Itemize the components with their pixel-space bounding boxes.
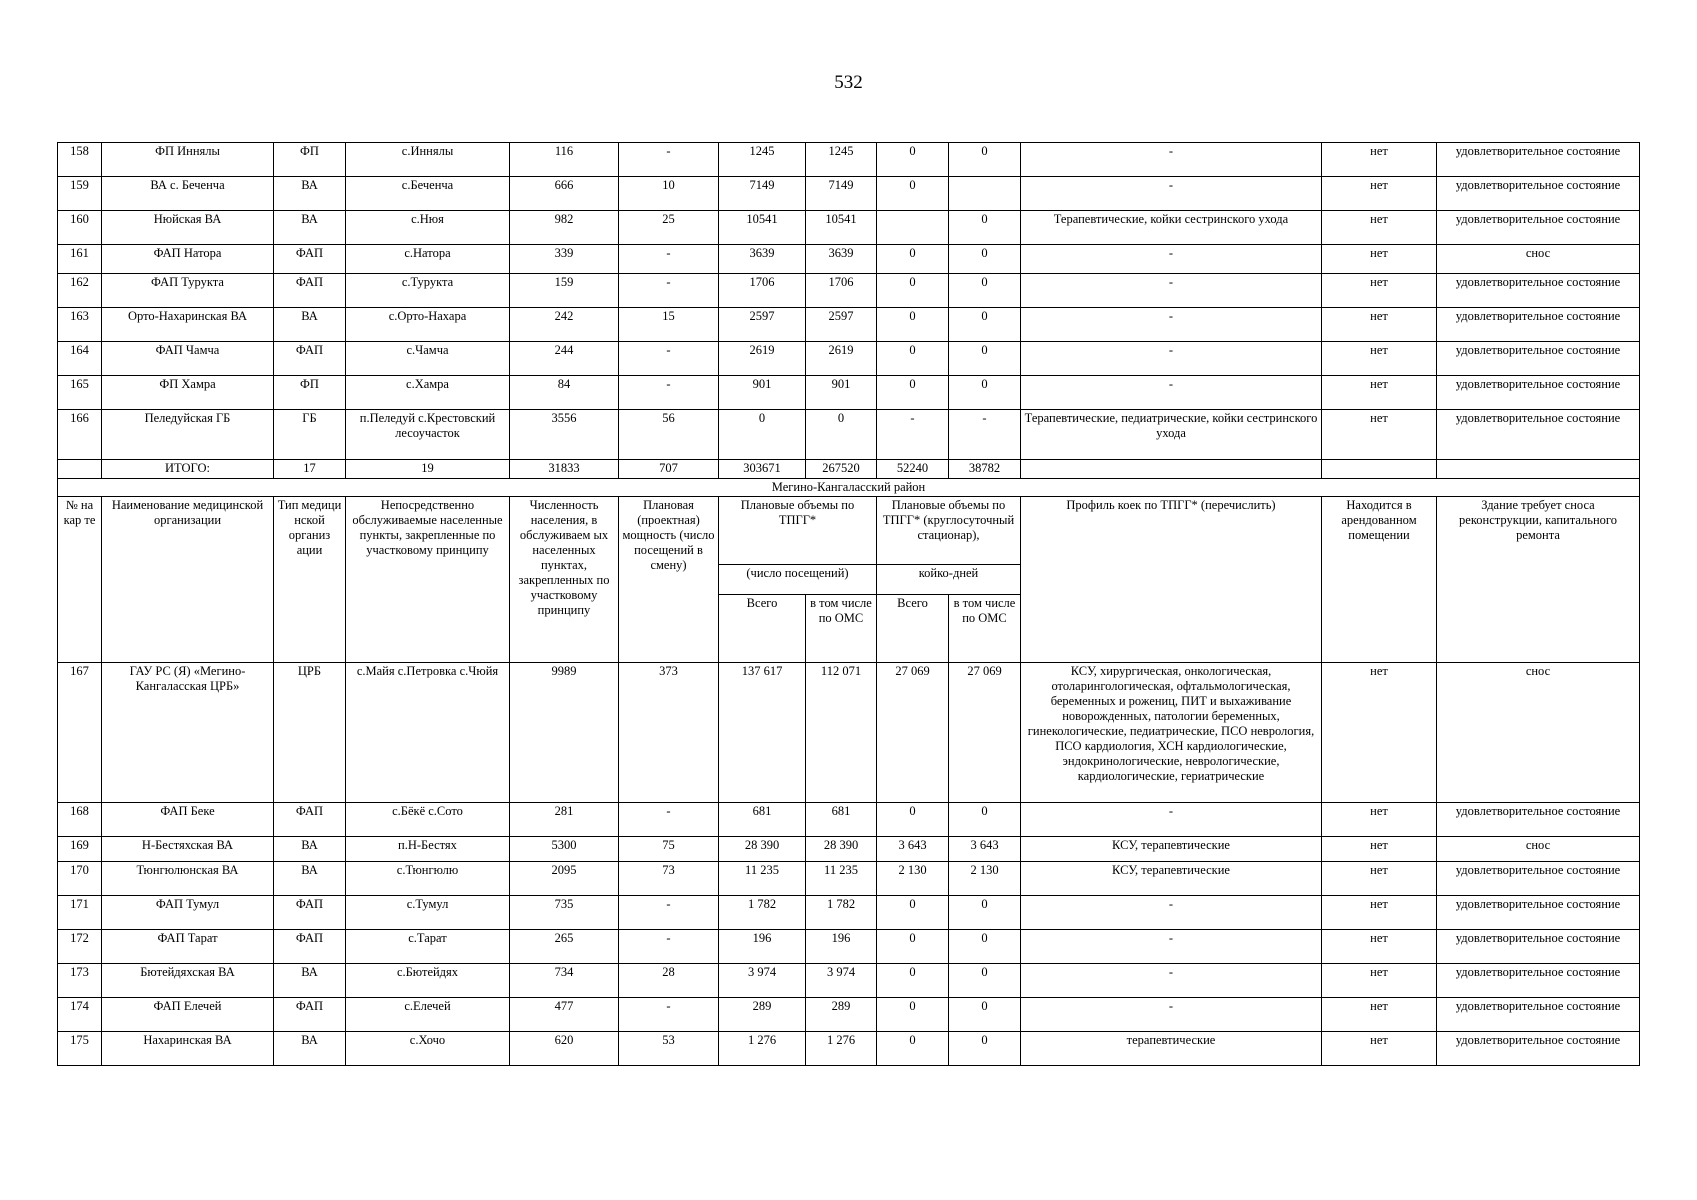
cell-beds-total: 0	[877, 803, 949, 837]
cell-population: 734	[510, 964, 619, 998]
cell-points: п.Пеледуй с.Крестовский лесоучасток	[346, 410, 510, 460]
cell-population: 2095	[510, 862, 619, 896]
cell-visits-total: 3 974	[719, 964, 806, 998]
cell-beds-oms: 0	[949, 143, 1021, 177]
cell-name: ФАП Тумул	[102, 896, 274, 930]
cell-visits-total: 2597	[719, 308, 806, 342]
cell-capacity: 53	[619, 1032, 719, 1066]
cell-name: Нюйская ВА	[102, 211, 274, 245]
cell-type: ЦРБ	[274, 663, 346, 803]
district-title: Мегино-Кангаласский район	[58, 479, 1640, 497]
cell-population: 281	[510, 803, 619, 837]
cell-visits-oms: 7149	[806, 177, 877, 211]
table-row	[58, 376, 1640, 410]
cell-profile: Терапевтические, педиатрические, койки сестринского ухода	[1021, 410, 1322, 460]
cell-visits-total: 901	[719, 376, 806, 410]
cell-name: ГАУ РС (Я) «Мегино-Кангаласская ЦРБ»	[102, 663, 274, 803]
cell-beds-total: 0	[877, 998, 949, 1032]
cell-building: удовлетворительное состояние	[1437, 964, 1640, 998]
cell-building: снос	[1437, 245, 1640, 274]
cell-num: 166	[58, 410, 102, 460]
cell-beds-total: -	[877, 410, 949, 460]
cell-type: ФАП	[274, 245, 346, 274]
cell-building: удовлетворительное состояние	[1437, 930, 1640, 964]
table-row	[58, 998, 1640, 1032]
cell-type: ФАП	[274, 274, 346, 308]
cell-capacity: -	[619, 245, 719, 274]
cell-name: ВА с. Беченча	[102, 177, 274, 211]
cell-rented: нет	[1322, 376, 1437, 410]
cell-visits-total: 137 617	[719, 663, 806, 803]
cell-points: с.Хочо	[346, 1032, 510, 1066]
table-row	[58, 410, 1640, 460]
cell-num: 165	[58, 376, 102, 410]
cell-points: с.Тарат	[346, 930, 510, 964]
header-population: Численность населения, в обслуживаем ых населенных пунктах, закрепленных по участковому принципу	[510, 497, 619, 663]
cell-points: п.Н-Бестях	[346, 837, 510, 862]
header-points: Непосредственно обслуживаемые населенные пункты, закрепленные по участковому принципу	[346, 497, 510, 663]
cell-building: удовлетворительное состояние	[1437, 803, 1640, 837]
table-row	[58, 803, 1640, 837]
cell-profile: -	[1021, 930, 1322, 964]
header-beds-oms: в том числе по ОМС	[949, 595, 1021, 663]
cell-beds-oms: 2 130	[949, 862, 1021, 896]
cell-points: с.Натора	[346, 245, 510, 274]
cell-capacity: -	[619, 376, 719, 410]
table-row	[58, 896, 1640, 930]
cell-rented: нет	[1322, 308, 1437, 342]
total-capacity: 707	[619, 460, 719, 479]
cell-capacity: 28	[619, 964, 719, 998]
cell-visits-total: 1706	[719, 274, 806, 308]
header-name: Наименование медицинской организации	[102, 497, 274, 663]
cell-profile: -	[1021, 143, 1322, 177]
cell-name: Пеледуйская ГБ	[102, 410, 274, 460]
total-rented	[1322, 460, 1437, 479]
page-number: 532	[834, 72, 863, 93]
cell-beds-total: 0	[877, 930, 949, 964]
header-num: № на кар те	[58, 497, 102, 663]
cell-beds-oms: 0	[949, 1032, 1021, 1066]
cell-num: 168	[58, 803, 102, 837]
cell-points: с.Иннялы	[346, 143, 510, 177]
cell-building: удовлетворительное состояние	[1437, 376, 1640, 410]
cell-building: снос	[1437, 663, 1640, 803]
cell-num: 160	[58, 211, 102, 245]
table-row	[58, 274, 1640, 308]
cell-points: с.Хамра	[346, 376, 510, 410]
cell-points: с.Нюя	[346, 211, 510, 245]
cell-building: удовлетворительное состояние	[1437, 410, 1640, 460]
cell-rented: нет	[1322, 663, 1437, 803]
cell-profile: -	[1021, 177, 1322, 211]
total-visits-total: 303671	[719, 460, 806, 479]
cell-rented: нет	[1322, 837, 1437, 862]
cell-capacity: -	[619, 342, 719, 376]
total-type: 17	[274, 460, 346, 479]
cell-profile: КСУ, терапевтические	[1021, 862, 1322, 896]
cell-capacity: 56	[619, 410, 719, 460]
cell-name: ФАП Турукта	[102, 274, 274, 308]
cell-type: ФП	[274, 143, 346, 177]
total-profile	[1021, 460, 1322, 479]
cell-beds-oms: 0	[949, 211, 1021, 245]
cell-rented: нет	[1322, 143, 1437, 177]
cell-visits-oms: 3 974	[806, 964, 877, 998]
cell-capacity: 15	[619, 308, 719, 342]
cell-profile: -	[1021, 342, 1322, 376]
cell-population: 244	[510, 342, 619, 376]
cell-profile: -	[1021, 803, 1322, 837]
cell-num: 173	[58, 964, 102, 998]
cell-profile: -	[1021, 998, 1322, 1032]
cell-type: ВА	[274, 177, 346, 211]
cell-capacity: 373	[619, 663, 719, 803]
cell-rented: нет	[1322, 177, 1437, 211]
total-beds-oms: 38782	[949, 460, 1021, 479]
cell-beds-oms	[949, 177, 1021, 211]
cell-visits-oms: 1 276	[806, 1032, 877, 1066]
cell-building: удовлетворительное состояние	[1437, 862, 1640, 896]
cell-visits-oms: 0	[806, 410, 877, 460]
cell-beds-total: 0	[877, 143, 949, 177]
cell-beds-oms: -	[949, 410, 1021, 460]
cell-population: 477	[510, 998, 619, 1032]
header-capacity: Плановая (проектная) мощность (число посещений в смену)	[619, 497, 719, 663]
cell-beds-total: 0	[877, 177, 949, 211]
cell-type: ФАП	[274, 803, 346, 837]
cell-population: 159	[510, 274, 619, 308]
cell-profile: -	[1021, 245, 1322, 274]
cell-beds-oms: 0	[949, 245, 1021, 274]
cell-beds-total: 0	[877, 1032, 949, 1066]
cell-name: Н-Бестяхская ВА	[102, 837, 274, 862]
cell-population: 84	[510, 376, 619, 410]
cell-population: 5300	[510, 837, 619, 862]
cell-beds-oms: 0	[949, 376, 1021, 410]
cell-profile: -	[1021, 308, 1322, 342]
cell-population: 116	[510, 143, 619, 177]
cell-points: с.Тюнгюлю	[346, 862, 510, 896]
cell-name: ФАП Елечей	[102, 998, 274, 1032]
cell-visits-oms: 196	[806, 930, 877, 964]
cell-name: ФАП Тарат	[102, 930, 274, 964]
total-label: ИТОГО:	[102, 460, 274, 479]
cell-visits-total: 3639	[719, 245, 806, 274]
cell-beds-total: 0	[877, 964, 949, 998]
table-row	[58, 964, 1640, 998]
cell-beds-total: 0	[877, 896, 949, 930]
cell-num: 167	[58, 663, 102, 803]
cell-name: Бютейдяхская ВА	[102, 964, 274, 998]
cell-visits-oms: 1245	[806, 143, 877, 177]
cell-population: 666	[510, 177, 619, 211]
cell-points: с.Елечей	[346, 998, 510, 1032]
cell-name: Нахаринская ВА	[102, 1032, 274, 1066]
cell-beds-oms: 0	[949, 964, 1021, 998]
cell-num: 163	[58, 308, 102, 342]
cell-visits-oms: 10541	[806, 211, 877, 245]
cell-population: 3556	[510, 410, 619, 460]
cell-points: с.Турукта	[346, 274, 510, 308]
cell-building: удовлетворительное состояние	[1437, 998, 1640, 1032]
cell-profile: -	[1021, 274, 1322, 308]
cell-rented: нет	[1322, 245, 1437, 274]
cell-type: ВА	[274, 964, 346, 998]
cell-points: с.Беченча	[346, 177, 510, 211]
cell-num: 164	[58, 342, 102, 376]
table-row	[58, 308, 1640, 342]
cell-building: удовлетворительное состояние	[1437, 342, 1640, 376]
cell-profile: терапевтические	[1021, 1032, 1322, 1066]
cell-visits-oms: 3639	[806, 245, 877, 274]
cell-profile: -	[1021, 896, 1322, 930]
cell-visits-oms: 112 071	[806, 663, 877, 803]
cell-rented: нет	[1322, 998, 1437, 1032]
cell-population: 620	[510, 1032, 619, 1066]
cell-visits-total: 1 782	[719, 896, 806, 930]
cell-visits-oms: 681	[806, 803, 877, 837]
cell-beds-total: 2 130	[877, 862, 949, 896]
cell-rented: нет	[1322, 211, 1437, 245]
cell-population: 982	[510, 211, 619, 245]
table-row	[58, 245, 1640, 274]
cell-type: ФАП	[274, 896, 346, 930]
cell-points: с.Чамча	[346, 342, 510, 376]
cell-visits-oms: 901	[806, 376, 877, 410]
cell-visits-oms: 28 390	[806, 837, 877, 862]
cell-population: 735	[510, 896, 619, 930]
cell-points: с.Бёкё с.Сото	[346, 803, 510, 837]
cell-rented: нет	[1322, 1032, 1437, 1066]
table-row	[58, 837, 1640, 862]
cell-building: удовлетворительное состояние	[1437, 274, 1640, 308]
cell-capacity: -	[619, 143, 719, 177]
cell-name: ФАП Беке	[102, 803, 274, 837]
cell-visits-total: 681	[719, 803, 806, 837]
cell-rented: нет	[1322, 274, 1437, 308]
table-row	[58, 862, 1640, 896]
cell-type: ФП	[274, 376, 346, 410]
cell-beds-total: 0	[877, 274, 949, 308]
cell-num: 174	[58, 998, 102, 1032]
cell-visits-total: 196	[719, 930, 806, 964]
cell-num: 169	[58, 837, 102, 862]
header-visits: Плановые объемы по ТПГГ*	[719, 497, 877, 565]
header-rented: Находится в арендованном помещении	[1322, 497, 1437, 663]
cell-type: ВА	[274, 837, 346, 862]
table-row	[58, 342, 1640, 376]
cell-building: удовлетворительное состояние	[1437, 308, 1640, 342]
cell-num: 162	[58, 274, 102, 308]
cell-capacity: 25	[619, 211, 719, 245]
cell-beds-total: 27 069	[877, 663, 949, 803]
cell-profile: КСУ, хирургическая, онкологическая, отоларингологическая, офтальмологическая, беременных и рожениц, ПИТ и выхаживание новорожденных, патологии беременных, гинекологические, педиатрические, ПСО неврология, ПСО кардиология, ХСН кардиологические, эндокринологические, неврологические, кардиологические, гериатрические	[1021, 663, 1322, 803]
cell-beds-total: 0	[877, 342, 949, 376]
cell-capacity: 73	[619, 862, 719, 896]
cell-beds-oms: 0	[949, 803, 1021, 837]
cell-profile: -	[1021, 964, 1322, 998]
header-visits-oms: в том числе по ОМС	[806, 595, 877, 663]
cell-points: с.Майя с.Петровка с.Чюйя	[346, 663, 510, 803]
facilities-table	[57, 142, 1640, 1066]
header-building: Здание требует сноса реконструкции, капитального ремонта	[1437, 497, 1640, 663]
header-beddays-sub: койко-дней	[877, 565, 1021, 595]
cell-capacity: -	[619, 998, 719, 1032]
cell-points: с.Орто-Нахара	[346, 308, 510, 342]
cell-building: удовлетворительное состояние	[1437, 177, 1640, 211]
cell-visits-total: 1245	[719, 143, 806, 177]
table-row	[58, 1032, 1640, 1066]
cell-type: ВА	[274, 211, 346, 245]
cell-visits-total: 289	[719, 998, 806, 1032]
district-row	[58, 479, 1640, 497]
cell-name: ФАП Чамча	[102, 342, 274, 376]
cell-points: с.Тумул	[346, 896, 510, 930]
cell-capacity: 10	[619, 177, 719, 211]
cell-beds-total: 0	[877, 245, 949, 274]
cell-visits-oms: 2619	[806, 342, 877, 376]
header-row-1	[58, 497, 1640, 565]
cell-name: ФП Иннялы	[102, 143, 274, 177]
cell-name: Орто-Нахаринская ВА	[102, 308, 274, 342]
cell-visits-oms: 1 782	[806, 896, 877, 930]
cell-beds-oms: 0	[949, 930, 1021, 964]
cell-type: ВА	[274, 308, 346, 342]
cell-building: удовлетворительное состояние	[1437, 211, 1640, 245]
total-num	[58, 460, 102, 479]
cell-type: ВА	[274, 1032, 346, 1066]
cell-type: ФАП	[274, 342, 346, 376]
cell-name: ФАП Натора	[102, 245, 274, 274]
cell-building: удовлетворительное состояние	[1437, 143, 1640, 177]
cell-visits-total: 2619	[719, 342, 806, 376]
cell-visits-total: 1 276	[719, 1032, 806, 1066]
cell-rented: нет	[1322, 896, 1437, 930]
cell-visits-total: 0	[719, 410, 806, 460]
cell-beds-oms: 0	[949, 896, 1021, 930]
total-visits-oms: 267520	[806, 460, 877, 479]
header-profile: Профиль коек по ТПГГ* (перечислить)	[1021, 497, 1322, 663]
cell-name: ФП Хамра	[102, 376, 274, 410]
cell-rented: нет	[1322, 964, 1437, 998]
table-row	[58, 211, 1640, 245]
table-row	[58, 143, 1640, 177]
cell-capacity: 75	[619, 837, 719, 862]
cell-name: Тюнгюлюнская ВА	[102, 862, 274, 896]
cell-beds-total: 0	[877, 308, 949, 342]
total-row	[58, 460, 1640, 479]
cell-num: 161	[58, 245, 102, 274]
cell-beds-total: 0	[877, 376, 949, 410]
cell-beds-oms: 0	[949, 342, 1021, 376]
cell-num: 171	[58, 896, 102, 930]
cell-type: ГБ	[274, 410, 346, 460]
cell-rented: нет	[1322, 862, 1437, 896]
header-beds-total: Всего	[877, 595, 949, 663]
cell-num: 172	[58, 930, 102, 964]
cell-beds-total	[877, 211, 949, 245]
cell-capacity: -	[619, 803, 719, 837]
cell-building: удовлетворительное состояние	[1437, 896, 1640, 930]
cell-num: 159	[58, 177, 102, 211]
cell-visits-oms: 289	[806, 998, 877, 1032]
cell-type: ФАП	[274, 998, 346, 1032]
header-beddays: Плановые объемы по ТПГГ* (круглосуточный стационар),	[877, 497, 1021, 565]
cell-building: снос	[1437, 837, 1640, 862]
cell-profile: -	[1021, 376, 1322, 410]
cell-profile: Терапевтические, койки сестринского ухода	[1021, 211, 1322, 245]
cell-building: удовлетворительное состояние	[1437, 1032, 1640, 1066]
cell-type: ФАП	[274, 930, 346, 964]
cell-beds-oms: 3 643	[949, 837, 1021, 862]
header-type: Тип медици нской организ ации	[274, 497, 346, 663]
cell-population: 339	[510, 245, 619, 274]
cell-visits-oms: 2597	[806, 308, 877, 342]
cell-beds-oms: 27 069	[949, 663, 1021, 803]
cell-population: 242	[510, 308, 619, 342]
cell-visits-total: 28 390	[719, 837, 806, 862]
cell-capacity: -	[619, 896, 719, 930]
cell-rented: нет	[1322, 410, 1437, 460]
cell-num: 158	[58, 143, 102, 177]
cell-rented: нет	[1322, 930, 1437, 964]
total-points: 19	[346, 460, 510, 479]
header-visits-total: Всего	[719, 595, 806, 663]
total-beds-total: 52240	[877, 460, 949, 479]
cell-visits-total: 7149	[719, 177, 806, 211]
cell-visits-oms: 11 235	[806, 862, 877, 896]
cell-profile: КСУ, терапевтические	[1021, 837, 1322, 862]
cell-rented: нет	[1322, 803, 1437, 837]
table-row	[58, 177, 1640, 211]
total-building	[1437, 460, 1640, 479]
cell-capacity: -	[619, 930, 719, 964]
cell-points: с.Бютейдях	[346, 964, 510, 998]
table-row	[58, 930, 1640, 964]
cell-num: 175	[58, 1032, 102, 1066]
cell-beds-total: 3 643	[877, 837, 949, 862]
cell-beds-oms: 0	[949, 998, 1021, 1032]
cell-visits-oms: 1706	[806, 274, 877, 308]
total-population: 31833	[510, 460, 619, 479]
cell-population: 265	[510, 930, 619, 964]
cell-num: 170	[58, 862, 102, 896]
header-visits-sub: (число посещений)	[719, 565, 877, 595]
cell-visits-total: 11 235	[719, 862, 806, 896]
cell-population: 9989	[510, 663, 619, 803]
cell-type: ВА	[274, 862, 346, 896]
table-row	[58, 663, 1640, 803]
cell-visits-total: 10541	[719, 211, 806, 245]
cell-beds-oms: 0	[949, 274, 1021, 308]
cell-beds-oms: 0	[949, 308, 1021, 342]
cell-rented: нет	[1322, 342, 1437, 376]
cell-capacity: -	[619, 274, 719, 308]
